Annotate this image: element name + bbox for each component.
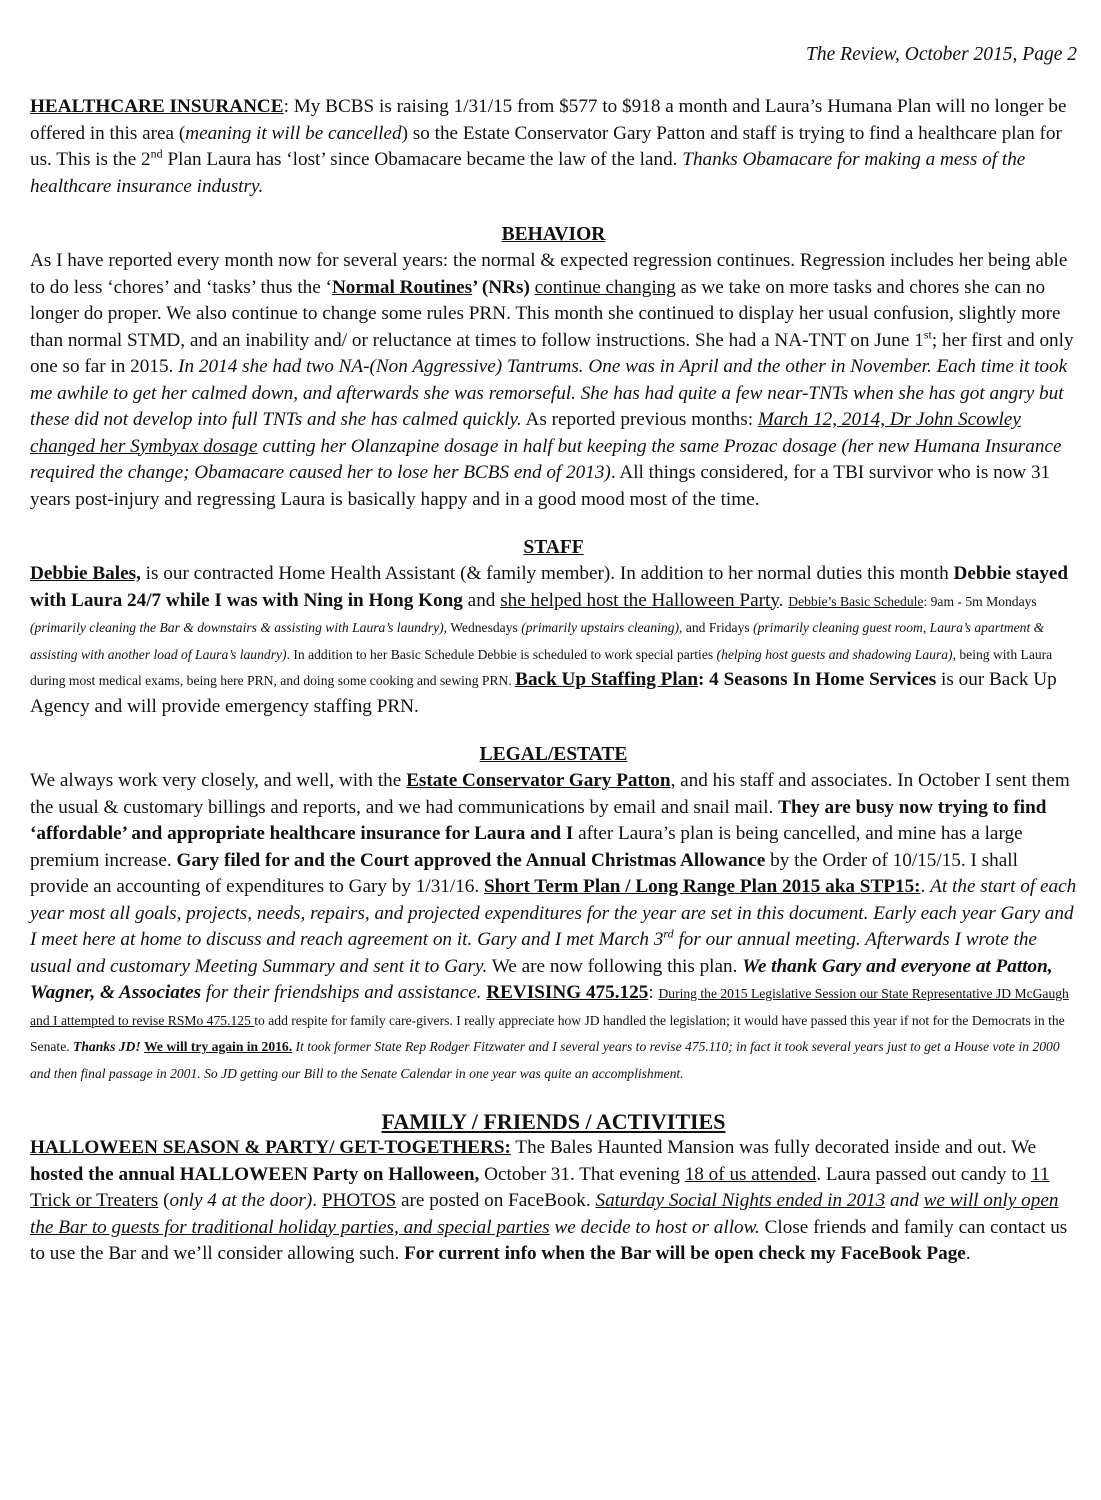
- normal-routines-term: Normal Routines: [331, 276, 473, 298]
- legal-heading: LEGAL/ESTATE: [479, 744, 628, 765]
- staff-paragraph: Debbie Bales, is our contracted Home Health Assistant (& family member). In addition to her normal duties this month Debbie stayed with Laura 24/7 while I was with Ning in Hong Kong and she helped host the Halloween Party. Debbie’s Basic Schedule: 9am - 5m Mondays (primarily cleaning the Bar & downstairs & assisting with Laura’s laundry), Wednesdays (primarily upstairs cleaning), and Fridays (primarily cleaning guest room, Laura’s apartment & assisting with another load of Laura’s laundry). In addition to her Basic Schedule Debbie is scheduled to work special parties (helping host guests and shadowing Laura), being with Laura during most medical exams, being here PRN, and doing some cooking and sewing PRN. Back Up Staffing Plan: 4 Seasons In Home Services is our Back Up Agency and will provide emergency staffing PRN.: [30, 563, 1069, 717]
- staff-heading: STAFF: [523, 537, 584, 558]
- running-header: The Review, October 2015, Page 2: [806, 44, 1077, 65]
- legal-paragraph: We always work very closely, and well, with the Estate Conservator Gary Patton, and his staff and associates. In October I sent them the usual & customary billings and reports, and we had communications by email and snail mail. They are busy now trying to find ‘affordable’ and appropriate healthcare insurance for Laura and I after Laura’s plan is being cancelled, and mine has a large premium increase. Gary filed for and the Court approved the Annual Christmas Allowance by the Order of 10/15/15. I shall provide an accounting of expenditures to Gary by 1/31/16. Short Term Plan / Long Range Plan 2015 aka STP15:. At the start of each year most all goals, projects, needs, repairs, and projected expenditures for the year are set in this document. Early each year Gary and I meet here at home to discuss and reach agreement on it. Gary and I met March 3rd for our annual meeting. Afterwards I wrote the usual and customary Meeting Summary and sent it to Gary. We are now following this plan. We thank Gary and everyone at Patton, Wagner, & Associates for their friendships and assistance. REVISING 475.125: During the 2015 Legislative Session our State Representative JD McGaugh and I attempted to revise RSMo 475.125 to add respite for family care-givers. I really appreciate how JD handled the legislation; it would have passed this year if not for the Democrats in the Senate. Thanks JD! We will try again in 2016. It took former State Rep Rodger Fitzwater and I several years to revise 475.110; in fact it took several years just to get a House vote in 2000 and then final passage in 2001. So JD getting our Bill to the Senate Calendar in one year was quite an accomplishment.: [30, 770, 1077, 1081]
- page-body: [30, 94, 1077, 1268]
- backup-staffing-term: Back Up Staffing Plan: [515, 669, 698, 690]
- healthcare-label: HEALTHCARE INSURANCE: [30, 96, 284, 117]
- family-heading: FAMILY / FRIENDS / ACTIVITIES: [381, 1109, 726, 1134]
- behavior-heading: BEHAVIOR: [501, 224, 606, 245]
- behavior-paragraph: As I have reported every month now for several years: the normal & expected regression continues. Regression includes her being able to do less ‘chores’ and ‘tasks’ thus the ‘Normal Routines’ (NRs) continue changing as we take on more tasks and chores she can no longer do proper. We also continue to change some rules PRN. This month she continued to display her usual confusion, slightly more than normal STMD, and an inability and/ or reluctance at times to follow instructions. She had a NA-TNT on June 1st; her first and only one so far in 2015. In 2014 she had two NA-(Non Aggressive) Tantrums. One was in April and the other in November. Each time it took me awhile to get her calmed down, and afterwards she was remorseful. She has had quite a few near-TNTs when she has got angry but these did not develop into full TNTs and she has calmed quickly. As reported previous months: March 12, 2014, Dr John Scowley changed her Symbyax dosage cutting her Olanzapine dosage in half but keeping the same Prozac dosage (her new Humana Insurance required the change; Obamacare caused her to lose her BCBS end of 2013). All things considered, for a TBI survivor who is now 31 years post-injury and regressing Laura is basically happy and in a good mood most of the time.: [30, 250, 1074, 510]
- staff-name: Debbie Bales,: [30, 563, 141, 584]
- healthcare-paragraph: HEALTHCARE INSURANCE: My BCBS is raising 1/31/15 from $577 to $918 a month and Laura’s Humana Plan will no longer be offered in this area (meaning it will be cancelled) so the Estate Conservator Gary Patton and staff is trying to find a healthcare plan for us. This is the 2nd Plan Laura has ‘lost’ since Obamacare became the law of the land. Thanks Obamacare for making a mess of the healthcare insurance industry.: [30, 96, 1067, 197]
- family-paragraph: HALLOWEEN SEASON & PARTY/ GET-TOGETHERS: The Bales Haunted Mansion was fully decorated inside and out. We hosted the annual HALLOWEEN Party on Halloween, October 31. That evening 18 of us attended. Laura passed out candy to 11 Trick or Treaters (only 4 at the door). PHOTOS are posted on FaceBook. Saturday Social Nights ended in 2013 and we will only open the Bar to guests for traditional holiday parties, and special parties we decide to host or allow. Close friends and family can contact us to use the Bar and we’ll consider allowing such. For current info when the Bar will be open check my FaceBook Page.: [30, 1137, 1068, 1264]
